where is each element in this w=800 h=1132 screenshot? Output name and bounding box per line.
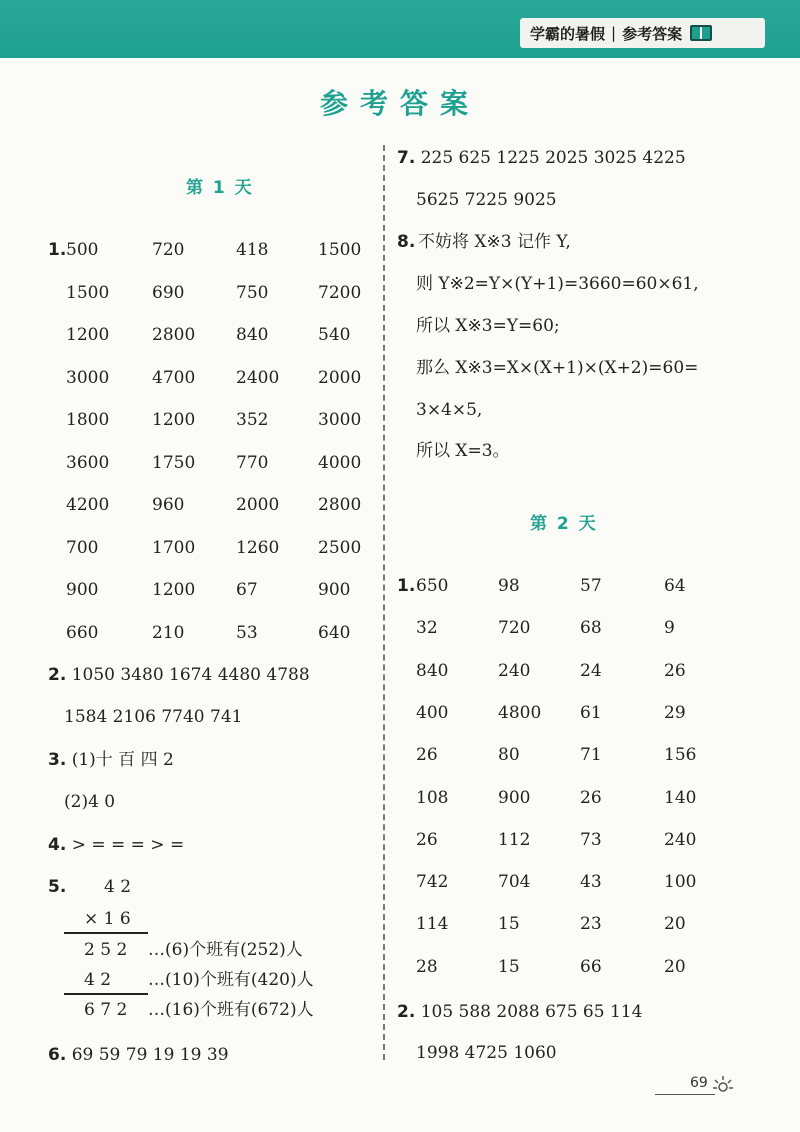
l-q1-cell: 2500 [318,537,362,558]
l-q1-cell: 700 [66,537,99,558]
l-q1-cell: 900 [318,580,351,600]
r-q1-cell: 32 [416,618,438,639]
l-q2-line2: 1584 2106 7740 741 [64,707,243,727]
header-separator: | [611,24,617,42]
l-q1-cell: 2800 [318,495,362,515]
l-q5-rule2 [64,993,148,995]
r-q1-cell: 15 [498,956,520,977]
r-q1-cell: 15 [498,914,520,935]
l-q5-p2-note: …(10)个班有(420)人 [148,970,314,990]
r-q1-cell: 26 [580,787,602,808]
r-q8-label: 8. [397,232,416,252]
r-q1-cell: 98 [498,576,520,596]
l-q1-cell: 640 [318,622,351,643]
l-q1-cell: 1800 [66,410,110,430]
day2-title: 第 2 天 [530,514,598,534]
r-q1-cell: 742 [416,872,449,893]
r-q1-cell: 156 [664,745,697,766]
l-q2-line1 [48,665,310,685]
l-q3-line1 [48,750,174,770]
l-q5-p1-note: …(6)个班有(252)人 [148,940,303,960]
page-number-rule [655,1094,715,1095]
r-q7-line1 [397,148,686,168]
r-q1-cell: 4800 [498,702,542,723]
page-number: 69 [690,1075,708,1091]
r-q1-cell: 73 [580,829,602,850]
r-q8-line-4: 3×4×5, [416,400,483,420]
l-q5-top: 4 2 [104,877,132,897]
l-q6-label: 6. [48,1045,67,1065]
r-q1-cell: 140 [664,787,697,808]
l-q1-cell: 690 [152,282,185,303]
r-q1-cell: 900 [498,787,531,808]
r-q8-line-5: 所以 X=3。 [416,441,510,461]
r-q1-cell: 29 [664,702,686,723]
l-q5-label: 5. [48,877,67,897]
l-q1-cell: 4000 [318,452,362,473]
r-q1-cell: 9 [664,618,675,639]
l-q1-cell: 210 [152,622,185,643]
r-q1-cell: 43 [580,872,602,893]
r-q2-line1 [397,1002,642,1022]
l-q1-cell: 660 [66,622,99,643]
r-q1-cell: 24 [580,660,602,681]
l-q1-cell: 2000 [318,367,362,388]
l-q4-values: > = = = > = [71,835,185,855]
r-q8-line-2: 所以 X※3=Y=60; [416,316,560,336]
l-q1-cell: 840 [236,325,269,345]
r-q1-cell: 71 [580,745,602,766]
r-q1-cell: 26 [664,660,686,681]
r-q1-cell: 80 [498,745,520,766]
book-icon [690,25,712,41]
r-q1-cell: 108 [416,787,449,808]
r-q1-cell: 20 [664,914,686,935]
l-q1-cell: 770 [236,452,269,473]
sun-icon [712,1074,734,1096]
r-q1-cell: 26 [416,745,438,766]
r-q1-cell: 114 [416,914,449,935]
l-q3-values1: (1)十 百 四 2 [71,750,174,770]
r-q1-cell: 28 [416,956,438,977]
l-q3-label: 3. [48,750,67,770]
l-q1-cell: 960 [152,495,185,515]
l-q1-cell: 7200 [318,282,362,303]
l-q1-cell: 2400 [236,367,280,388]
l-q5-result: 6 7 2 [84,1000,128,1020]
r-q2-line2: 1998 4725 1060 [416,1043,557,1063]
day1-title: 第 1 天 [186,178,254,198]
r-q1-cell: 26 [416,829,438,850]
l-q1-cell: 1700 [152,537,196,558]
l-q1-cell: 540 [318,325,351,345]
l-q1-cell: 1500 [318,240,362,260]
l-q1-cell: 1500 [66,282,110,303]
r-q1-label: 1. [397,576,416,596]
r-q2-label: 2. [397,1002,416,1022]
l-q1-cell: 4200 [66,495,110,515]
l-q1-cell: 1200 [152,580,196,600]
l-q1-cell: 500 [66,240,99,260]
header-tab [520,18,765,48]
r-q1-cell: 240 [498,660,531,681]
section-label: 参考答案 [622,24,683,43]
r-q8-line-0: 不妨将 X※3 记作 Y, [418,232,571,252]
r-q1-cell: 720 [498,618,531,639]
r-q7-label: 7. [397,148,416,168]
r-q8-line-3: 那么 X※3=X×(X+1)×(X+2)=60= [416,358,699,378]
l-q5-result-note: …(16)个班有(672)人 [148,1000,314,1020]
l-q6-line [48,1045,229,1065]
r-q1-cell: 704 [498,872,531,893]
l-q6-values: 69 59 79 19 19 39 [71,1045,229,1065]
r-q2-values1: 105 588 2088 675 65 114 [420,1002,643,1022]
l-q1-cell: 1750 [152,452,196,473]
l-q4-label: 4. [48,835,67,855]
l-q5-p1: 2 5 2 [84,940,128,960]
l-q5-p2: 4 2 [84,970,112,990]
l-q5-rule1 [64,932,148,934]
l-q1-cell: 720 [152,240,185,260]
r-q7-values1: 225 625 1225 2025 3025 4225 [420,148,686,168]
r-q1-cell: 68 [580,618,602,639]
r-q1-cell: 112 [498,829,531,850]
l-q1-label: 1. [48,240,67,260]
r-q1-cell: 61 [580,702,602,723]
brand-label: 学霸的暑假 [530,24,606,43]
l-q5-mult: × 1 6 [84,909,131,929]
l-q1-cell: 3000 [318,410,362,430]
r-q1-cell: 840 [416,660,449,681]
l-q1-cell: 3000 [66,367,110,388]
l-q1-cell: 53 [236,622,258,643]
l-q1-cell: 900 [66,580,99,600]
r-q1-cell: 20 [664,956,686,977]
header-banner [0,0,800,58]
r-q1-cell: 57 [580,576,602,596]
l-q2-label: 2. [48,665,67,685]
l-q1-cell: 4700 [152,367,196,388]
l-q1-cell: 352 [236,410,269,430]
l-q1-cell: 1200 [66,325,110,345]
r-q8-line-1: 则 Y※2=Y×(Y+1)=3660=60×61, [416,274,699,294]
column-divider [383,145,385,1060]
l-q1-cell: 418 [236,240,269,260]
l-q1-cell: 1200 [152,410,196,430]
l-q3-line2: (2)4 0 [64,792,116,812]
l-q1-cell: 750 [236,282,269,303]
l-q1-cell: 1260 [236,537,280,558]
l-q2-values1: 1050 3480 1674 4480 4788 [71,665,310,685]
page-title: 参考答案 [319,87,480,120]
l-q1-cell: 67 [236,580,258,600]
l-q1-cell: 2800 [152,325,196,345]
l-q1-cell: 2000 [236,495,280,515]
r-q1-cell: 100 [664,872,697,893]
r-q7-line2: 5625 7225 9025 [416,190,557,210]
r-q1-cell: 64 [664,576,686,596]
r-q1-cell: 23 [580,914,602,935]
r-q1-cell: 400 [416,702,449,723]
l-q4-line [48,835,184,855]
r-q1-cell: 650 [416,576,449,596]
r-q1-cell: 240 [664,829,697,850]
r-q1-cell: 66 [580,956,602,977]
l-q1-cell: 3600 [66,452,110,473]
